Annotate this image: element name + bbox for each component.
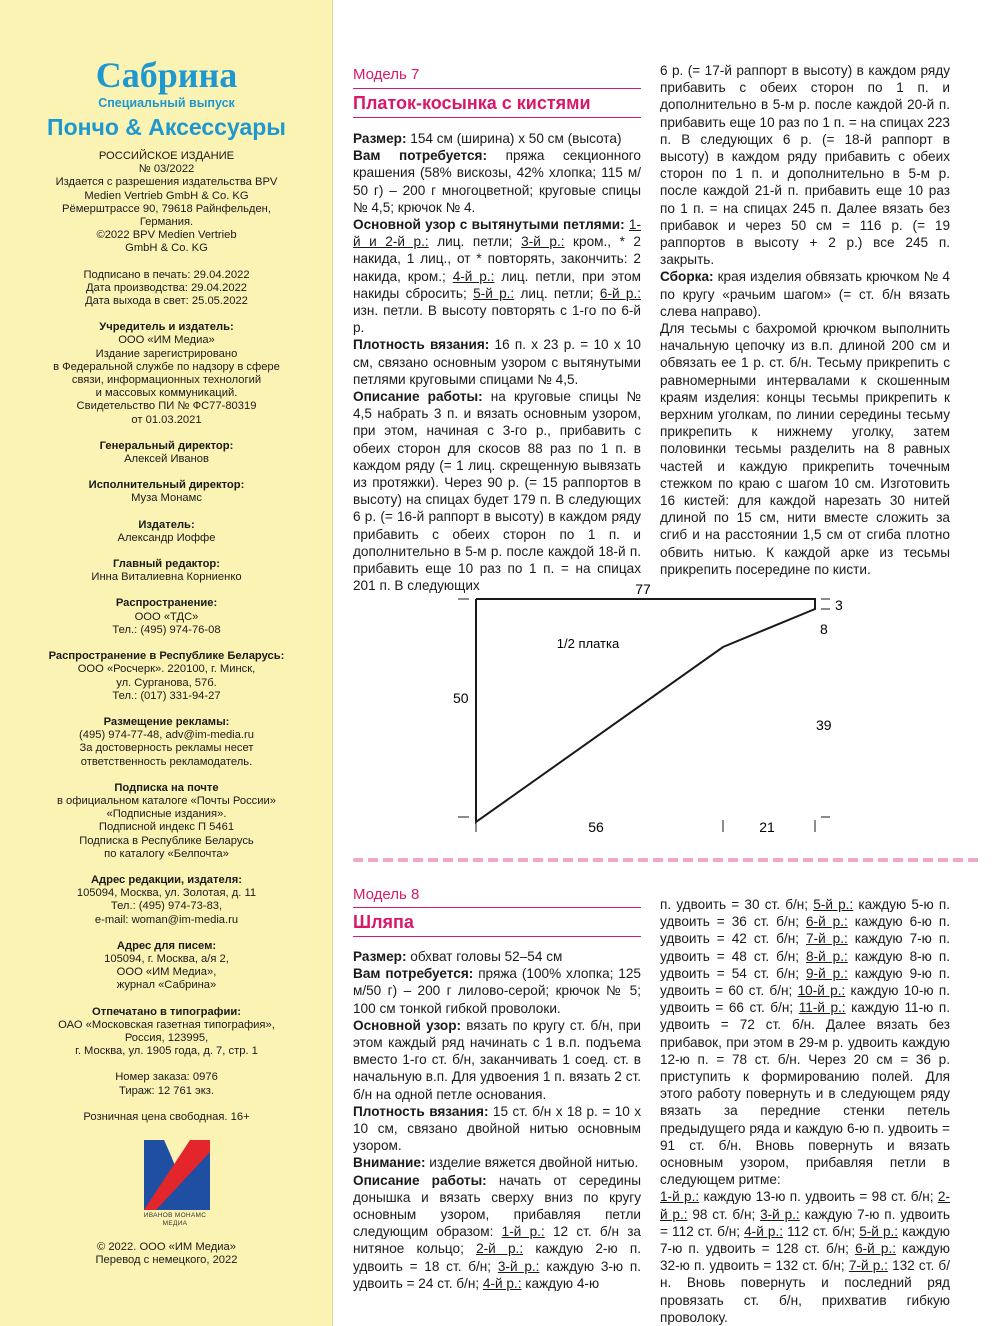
model8-rule-bottom <box>353 936 641 937</box>
dim-top-width: 77 <box>635 581 651 597</box>
imprint-block <box>0 150 333 1137</box>
dim-right-top: 3 <box>835 597 843 613</box>
order-info: Номер заказа: 0976 Тираж: 12 761 экз. <box>115 1071 218 1097</box>
magazine-logo: Сабрина <box>95 55 238 95</box>
model7-label: Модель 7 <box>353 66 420 83</box>
model7-column-1: Размер: 154 см (ширина) х 50 см (высота) Вам потребуется: пряжа секционного крашения (58% вискозы, 42% хлопка; 115 м/ 50 г) – 200 г многоцветной; круговые спицы № 4,5; крючок № 4. Основной узор с вытянутыми петлями: 1-й и 2-й р.: лиц. петли; 3-й р.: кром., * 2 накида, 1 лиц., от * повторять, закончить: 2 накида, кром.; 4-й р.: лиц. петли, при этом накиды сбросить; 5-й р.: лиц. петли; 6-й р.: изн. петли. В высоту повторять с 1-го по 6-й р. Плотность вязания: 16 п. х 23 р. = 10 х 10 см, связано основным узором с вытянутыми петлями круговыми спицами № 4,5. Описание работы: на круговые спицы № 4,5 набрать 3 п. и вязать основным узором, при этом, начиная с 3-го р., прибавить с обеих сторон для скосов 88 раз по 1 п. в каждом ряду (= 1 лиц. скрещенную вывязать из протяжки). Через 90 р. (= 15 раппортов в высоту) на спицах будет 179 п. В следующих 6 р. (= 16-й раппорт в высоту) в каждом ряду прибавить с обеих сторон по 1 п. и дополнительно в 5-м р. после каждой 18-й п. прибавить еще 10 раз по 1 п. = на спицах 201 п. В следующих <box>353 131 641 594</box>
section-divider <box>353 858 979 862</box>
subscription: Подписка на почте в официальном каталоге «Почты России» «Подписные издания». Подписной индекс П 5461 Подписка в Республике Беларусь по каталогу «Белпочта» <box>57 781 276 860</box>
advertising: Размещение рекламы: (495) 974-77-48, adv@im-media.ru За достоверность рекламы несет ответственность рекламодатель. <box>79 715 254 768</box>
executive-director: Исполнительный директор: Муза Монамс <box>88 479 245 505</box>
model7-rule-bottom <box>353 117 641 118</box>
model8-column-1: Размер: обхват головы 52–54 см Вам потребуется: пряжа (100% хлопка; 125 м/50 г) – 200 г лилово-серой; крючок № 5; 100 см тонкой гибкой проволоки. Основной узор: вязать по кругу ст. б/н, при этом каждый ряд начинать с 1 в.п. подъема вместо 1-го ст. б/н, заканчивать 1 соед. ст. в начальную в.п. Для удвоения 1 п. вязать 2 ст. б/н на одной петле основания. Плотность вязания: 15 ст. б/н х 18 р. = 10 х 10 см, связано двойной нитью основным узором. Внимание: изделие вяжется двойной нитью. Описание работы: начать от середины донышка и вязать сверху вниз по кругу основным узором, прибавляя петли следующим образом: 1-й р.: 12 ст. б/н за нитяное кольцо; 2-й р.: каждую 2-ю п. удвоить = 18 ст. б/н; 3-й р.: каждую 3-ю п. удвоить = 24 ст. б/н; 4-й р.: каждую 4-ю <box>353 949 642 1291</box>
publisher: Издатель: Александр Иоффе <box>117 518 216 544</box>
chief-editor: Главный редактор: Инна Виталиевна Корниенко <box>91 558 242 584</box>
letters-address: Адрес для писем: 105094, г. Москва, а/я 2, ООО «ИМ Медиа», журнал «Сабрина» <box>104 939 229 992</box>
general-director: Генеральный директор: Алексей Иванов <box>99 439 234 466</box>
shawl-outline <box>476 599 815 822</box>
dates-info: Подписано в печать: 29.04.2022 Дата производства: 29.04.2022 Дата выхода в свет: 25.05.2022 <box>83 268 250 308</box>
model7-title: Платок-косынка с кистями <box>353 93 591 113</box>
model8-rule-top <box>353 907 641 908</box>
diagram-caption: 1/2 платка <box>556 636 620 651</box>
editorial-address: Адрес редакции, издателя: 105094, Москва, ул. Золотая, д. 11 Тел.: (495) 974-73-83, e-mail: woman@im-media.ru <box>76 873 257 926</box>
distribution-belarus: Распространение в Республике Беларусь: ООО «Росчерк». 220100, г. Минск, ул. Сурганова, 57б. Тел.: (017) 331-94-27 <box>48 650 285 702</box>
distribution: Распространение: ООО «ТДС» Тел.: (495) 974-76-08 <box>112 597 221 636</box>
dim-right-low: 39 <box>816 717 832 733</box>
publisher-logo-icon <box>142 1132 212 1212</box>
printing-house: Отпечатано в типографии: ОАО «Московская газетная типография», Россия, 123995, г. Москва, ул. 1905 года, д. 7, стр. 1 <box>58 1005 275 1058</box>
dim-bottom-left: 56 <box>588 819 604 835</box>
special-issue-label: Специальный выпуск <box>98 96 235 110</box>
model7-rule-top <box>353 88 641 89</box>
model8-title: Шляпа <box>353 912 414 932</box>
logo-caption: ИВАНОВ МОНАМС МЕДИА <box>143 1212 207 1227</box>
pattern-content <box>333 0 999 1326</box>
imprint-sidebar <box>0 0 333 1326</box>
founder-info: Учредитель и издатель: ООО «ИМ Медиа» Издание зарегистрировано в Федеральной службе по надзору в сфере связи, информационных технологий и массовых коммуникаций. Свидетельство ПИ № ФС77-80319 от 01.03.2021 <box>53 321 280 426</box>
dim-left-height: 50 <box>453 690 469 706</box>
issue-title: Пончо & Аксессуары <box>47 114 286 140</box>
price-info: Розничная цена свободная. 16+ <box>83 1110 250 1123</box>
copyright-footer: © 2022. ООО «ИМ Медиа» Перевод с немецкого, 2022 <box>95 1241 238 1267</box>
edition-info: РОССИЙСКОЕ ИЗДАНИЕ № 03/2022 Издается с разрешения издательства BPV Medien Vertrieb GmbH & Co. KG Рёмерштрассе 90, 79618 Райнфельден, Германия. ©2022 BPV Medien Vertrieb GmbH & Co. KG <box>55 150 278 255</box>
model8-column-2: п. удвоить = 30 ст. б/н; 5-й р.: каждую 5-ю п. удвоить = 36 ст. б/н; 6-й р.: каждую 6-ю п. удвоить = 42 ст. б/н; 7-й р.: каждую 7-ю п. удвоить = 48 ст. б/н; 8-й р.: каждую 8-ю п. удвоить = 54 ст. б/н; 9-й р.: каждую 9-ю п. удвоить = 60 ст. б/н; 10-й р.: каждую 10-ю п. удвоить = 66 ст. б/н; 11-й р.: каждую 11-ю п. удвоить = 72 ст. б/н. Далее вязать без прибавок, при этом в 29-м р. удвоить каждую 12-ю п. = 78 ст. б/н. Через 20 см = 36 р. приступить к формированию полей. Для этого работу повернуть и в следующем ряду вязать за передние стенки петель предыдущего ряда и каждую 6-ю п. удвоить = 91 ст. б/н. Вновь повернуть и вязать основным узором, прибавляя петли в следующем ритме: 1-й р.: каждую 13-ю п. удвоить = 98 ст. б/н; 2-й р.: 98 ст. б/н; 3-й р.: каждую 7-ю п. удвоить = 112 ст. б/н; 4-й р.: 112 ст. б/н; 5-й р.: каждую 7-ю п. удвоить = 128 ст. б/н; 6-й р.: каждую 32-ю п. удвоить = 132 ст. б/н; 7-й р.: 132 ст. б/н. Вновь повернуть и последний ряд провязать ст. б/н, прихватив гибкую проволоку. <box>660 897 951 1325</box>
dim-right-mid: 8 <box>820 621 828 637</box>
model7-column-2: 6 р. (= 17-й раппорт в высоту) в каждом ряду прибавить с обеих сторон по 1 п. и дополнительно в 5-м р. после каждой 20-й п. прибавить еще 10 раз по 1 п. = на спицах 223 п. В следующих 6 р. (= 18-й раппорт в высоту) в каждом ряду прибавить с обеих сторон по 1 п. и дополнительно в 5-м р. после каждой 21-й п. прибавить еще 10 раз по 1 п. = на спицах 245 п. Далее вязать без прибавок и через 50 см = 116 р. (= 19 раппортов в высоту + 2 р.) все 245 п. закрыть. Сборка: края изделия обвязать крючком № 4 по кругу «рачьим шагом» (= ст. б/н вязать слева направо). Для тесьмы с бахромой крючком выполнить начальную цепочку из в.п. длиной 200 см и обвязать ее 1 р. ст. б/н. Тесьму прикрепить с равномерными интервалами к скошенным краям изделия: концы тесьмы прикрепить к верхним уголкам, по линии середины тесьму прикрепить к нижнему уголку, затем половинки тесьмы разделить на 8 равных частей и каждую прикрепить точечным стежком по краю с шагом 10 см. Изготовить 16 кистей: для каждой нарезать 30 нитей длиной по 15 см, нити вместе сложить за сгиб и на расстоянии 1,5 см от сгиба плотно обвить нитью. К каждой арке из тесьмы прикрепить посередине по кисти. <box>660 63 950 577</box>
shawl-schematic <box>433 572 873 842</box>
model8-label: Модель 8 <box>353 886 420 903</box>
dim-bottom-right: 21 <box>759 819 775 835</box>
